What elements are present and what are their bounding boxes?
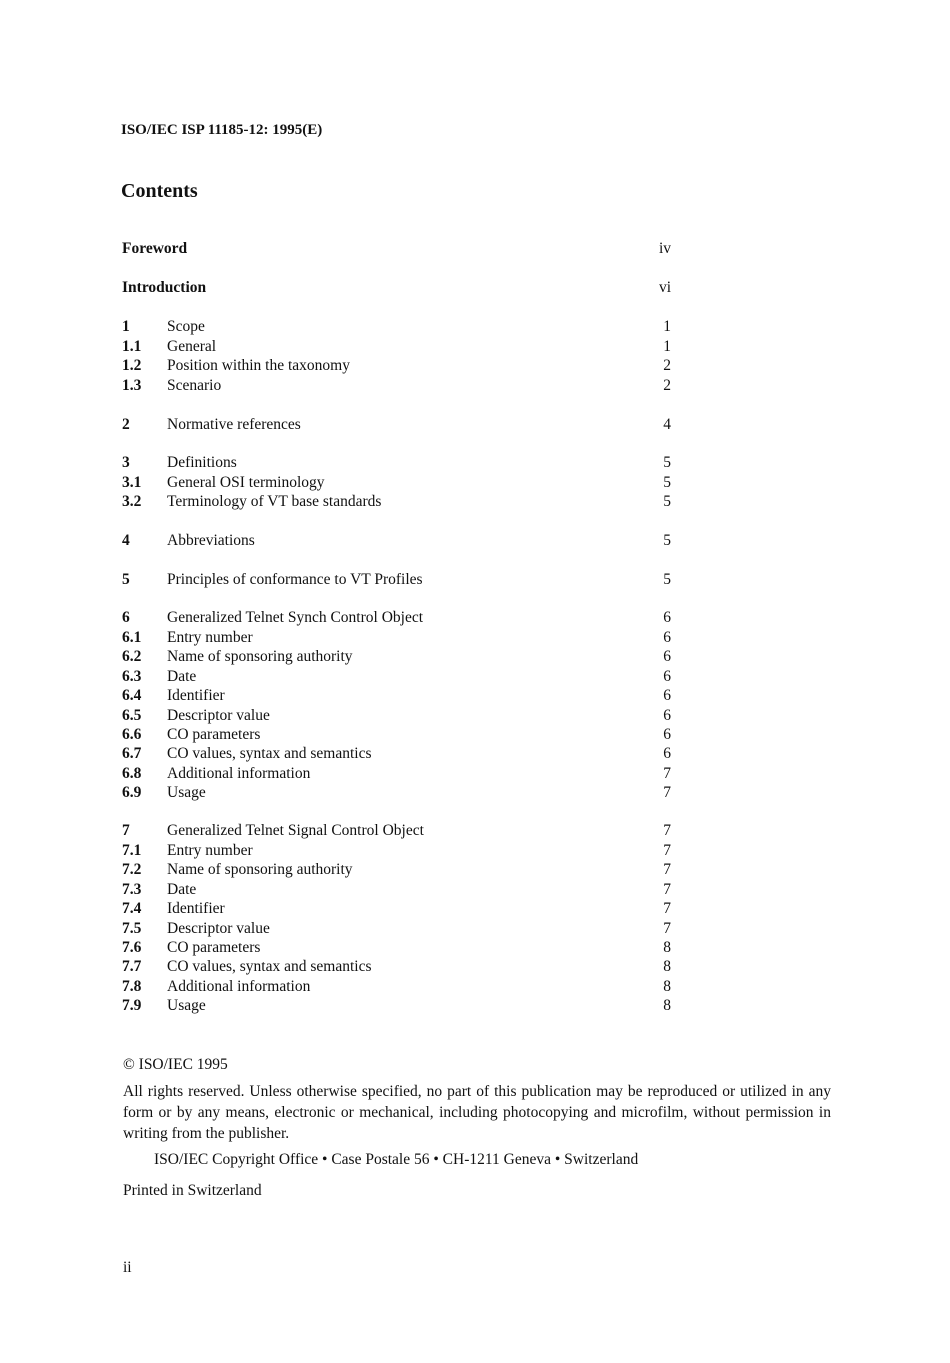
toc-section-title: CO parameters: [167, 726, 261, 743]
toc-row: [0, 881, 950, 901]
toc-section-number: 7.3: [122, 881, 142, 898]
toc-section-number: 6.8: [122, 765, 142, 782]
toc-section-title: Descriptor value: [167, 707, 270, 724]
toc-row: [0, 687, 950, 707]
toc-section-title: Additional information: [167, 765, 311, 782]
toc-page-number: 6: [663, 726, 671, 743]
toc-section-title: Position within the taxonomy: [167, 357, 350, 374]
toc-section-number: 2: [122, 416, 130, 433]
toc-page-number: 7: [663, 881, 671, 898]
toc-row: [0, 279, 950, 299]
toc-row: [0, 958, 950, 978]
toc-section-number: 6.1: [122, 629, 142, 646]
toc-row: [0, 454, 950, 474]
copyright-notice: © ISO/IEC 1995: [123, 1056, 228, 1073]
toc-section-number: 7.5: [122, 920, 142, 937]
page-number: ii: [123, 1259, 132, 1276]
toc-page-number: 6: [663, 648, 671, 665]
toc-page-number: 6: [663, 745, 671, 762]
toc-page-number: 7: [663, 822, 671, 839]
toc-section-title: Identifier: [167, 687, 225, 704]
toc-section-title: Name of sponsoring authority: [167, 861, 353, 878]
toc-section-number: 6.4: [122, 687, 142, 704]
toc-section-number: 7.6: [122, 939, 142, 956]
toc-section-title: Normative references: [167, 416, 301, 433]
document-id: ISO/IEC ISP 11185-12: 1995(E): [121, 122, 323, 138]
toc-section-number: 3.1: [122, 474, 142, 491]
toc-page-number: 6: [663, 707, 671, 724]
toc-section-title: Entry number: [167, 629, 253, 646]
toc-row: [0, 493, 950, 513]
toc-section-title: Foreword: [122, 240, 188, 257]
toc-section-title: Usage: [167, 784, 206, 801]
toc-page-number: 5: [663, 532, 671, 549]
toc-row: [0, 377, 950, 397]
toc-page-number: 8: [663, 958, 671, 975]
toc-section-number: 7.7: [122, 958, 142, 975]
toc-section-title: Date: [167, 881, 197, 898]
toc-row: [0, 765, 950, 785]
toc-section-title: Principles of conformance to VT Profiles: [167, 571, 423, 588]
toc-section-title: Generalized Telnet Signal Control Object: [167, 822, 424, 839]
toc-section-title: Scope: [167, 318, 205, 335]
toc-section-title: Definitions: [167, 454, 237, 471]
toc-section-number: 7.9: [122, 997, 142, 1014]
toc-section-number: 3.2: [122, 493, 142, 510]
toc-page-number: 7: [663, 842, 671, 859]
toc-row: [0, 668, 950, 688]
rights-statement: All rights reserved. Unless otherwise specified, no part of this publication may be reproduced or utilized in any form or by any means, electronic or mechanical, including photocopying and microfilm, without permission in writing from the publisher.: [123, 1083, 831, 1142]
toc-section-title: CO values, syntax and semantics: [167, 745, 372, 762]
toc-section-number: 4: [122, 532, 130, 549]
toc-row: [0, 900, 950, 920]
toc-section-number: 6.6: [122, 726, 142, 743]
toc-row: [0, 416, 950, 436]
toc-section-number: 7.4: [122, 900, 142, 917]
toc-section-number: 6: [122, 609, 130, 626]
toc-page-number: 5: [663, 454, 671, 471]
toc-section-title: Descriptor value: [167, 920, 270, 937]
toc-page-number: 7: [663, 784, 671, 801]
toc-section-number: 3: [122, 454, 130, 471]
toc-section-number: 6.5: [122, 707, 142, 724]
toc-page-number: vi: [658, 279, 671, 296]
toc-page-number: 8: [663, 997, 671, 1014]
toc-row: [0, 842, 950, 862]
toc-section-number: 7.2: [122, 861, 142, 878]
toc-section-number: 7.1: [122, 842, 142, 859]
toc-section-number: 1.1: [122, 338, 142, 355]
toc-row: [0, 997, 950, 1017]
toc-section-number: 6.2: [122, 648, 142, 665]
toc-section-number: 6.7: [122, 745, 142, 762]
toc-section-title: General OSI terminology: [167, 474, 325, 491]
toc-row: [0, 939, 950, 959]
toc-page-number: 5: [663, 493, 671, 510]
toc-section-number: 7: [122, 822, 130, 839]
toc-row: [0, 920, 950, 940]
toc-section-title: General: [167, 338, 217, 355]
toc-row: [0, 861, 950, 881]
toc-page-number: 8: [663, 939, 671, 956]
toc-row: [0, 338, 950, 358]
toc-page-number: 6: [663, 609, 671, 626]
toc-row: [0, 629, 950, 649]
toc-section-number: 6.9: [122, 784, 142, 801]
toc-section-number: 1.2: [122, 357, 142, 374]
toc-row: [0, 609, 950, 629]
toc-section-title: Name of sponsoring authority: [167, 648, 353, 665]
toc-section-number: 5: [122, 571, 130, 588]
toc-section-number: 6.3: [122, 668, 142, 685]
toc-section-number: 1: [122, 318, 130, 335]
toc-row: [0, 726, 950, 746]
toc-section-title: Usage: [167, 997, 206, 1014]
toc-page-number: 6: [663, 629, 671, 646]
toc-page-number: 6: [663, 687, 671, 704]
copyright-office-address: ISO/IEC Copyright Office • Case Postale 56 • CH-1211 Geneva • Switzerland: [154, 1151, 639, 1168]
toc-page-number: 5: [663, 474, 671, 491]
toc-row: [0, 648, 950, 668]
toc-section-title: Scenario: [167, 377, 222, 394]
toc-section-number: 1.3: [122, 377, 142, 394]
toc-section-title: Terminology of VT base standards: [167, 493, 382, 510]
toc-section-title: Abbreviations: [167, 532, 255, 549]
toc-section-number: 7.8: [122, 978, 142, 995]
toc-page-number: 2: [663, 357, 671, 374]
toc-page-number: 7: [663, 765, 671, 782]
toc-page-number: 2: [663, 377, 671, 394]
contents-title: Contents: [121, 180, 198, 202]
toc-row: [0, 745, 950, 765]
toc-row: [0, 240, 950, 260]
toc-page-number: 6: [663, 668, 671, 685]
toc-section-title: Entry number: [167, 842, 253, 859]
toc-row: [0, 707, 950, 727]
toc-row: [0, 474, 950, 494]
toc-page-number: 4: [663, 416, 671, 433]
toc-page-number: 7: [663, 861, 671, 878]
toc-row: [0, 571, 950, 591]
toc-section-title: CO parameters: [167, 939, 261, 956]
toc-page-number: 8: [663, 978, 671, 995]
toc-section-title: Additional information: [167, 978, 311, 995]
toc-page-number: 7: [663, 920, 671, 937]
toc-page-number: 1: [663, 338, 671, 355]
toc-section-title: CO values, syntax and semantics: [167, 958, 372, 975]
toc-page-number: 5: [663, 571, 671, 588]
toc-row: [0, 532, 950, 552]
toc-section-title: Introduction: [122, 279, 207, 296]
toc-row: [0, 978, 950, 998]
toc-row: [0, 318, 950, 338]
toc-section-title: Generalized Telnet Synch Control Object: [167, 609, 424, 626]
toc-row: [0, 822, 950, 842]
toc-section-title: Identifier: [167, 900, 225, 917]
toc-row: [0, 784, 950, 804]
toc-page-number: 1: [663, 318, 671, 335]
toc-page-number: 7: [663, 900, 671, 917]
toc-section-title: Date: [167, 668, 197, 685]
printed-in: Printed in Switzerland: [123, 1182, 262, 1199]
toc-page-number: iv: [658, 240, 671, 257]
toc-row: [0, 357, 950, 377]
